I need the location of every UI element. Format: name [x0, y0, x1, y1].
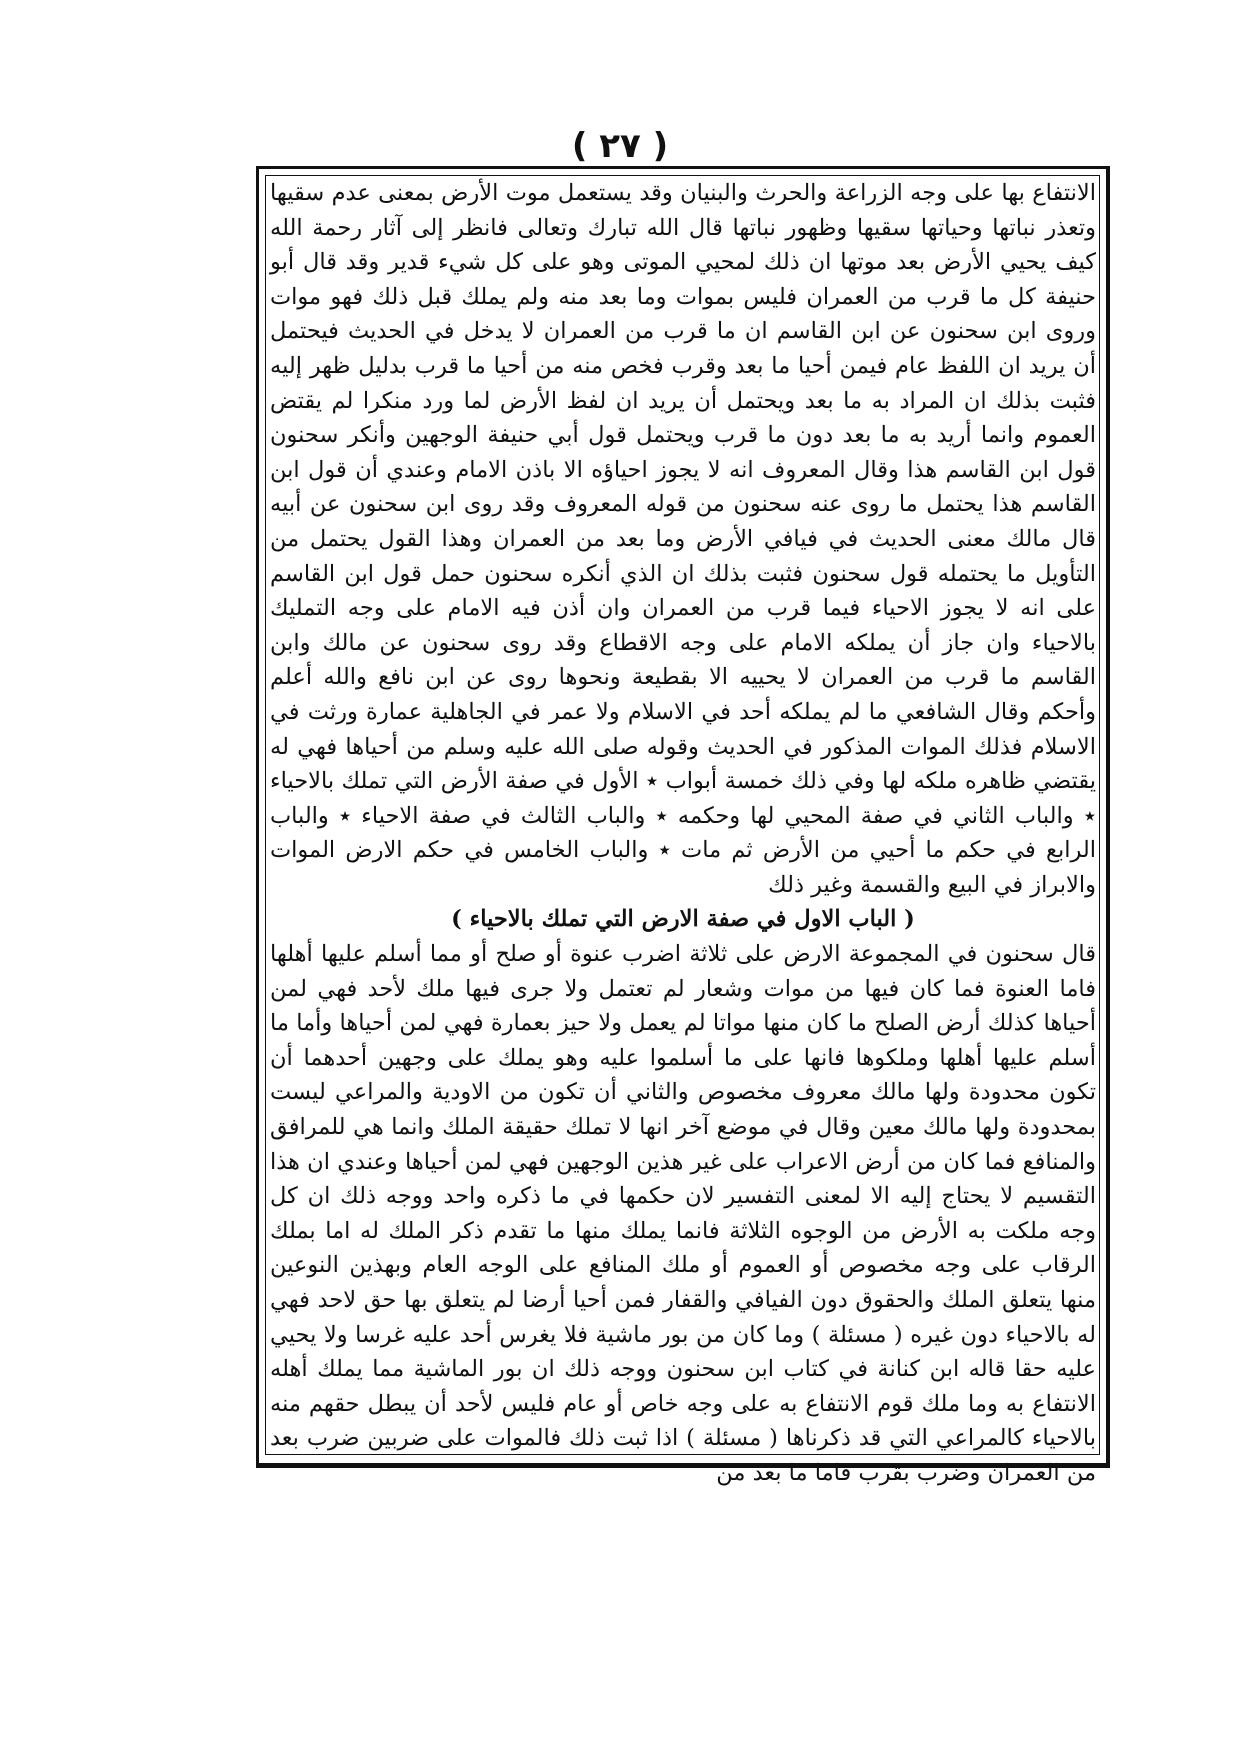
- page-body: [270, 176, 1096, 1491]
- body-paragraph: الانتفاع بها على وجه الزراعة والحرث والبنيان وقد يستعمل موت الأرض بمعنى عدم سقيها وتعذر نباتها وحياتها سقيها وظهور نباتها قال الله تبارك وتعالى فانظر إلى آثار رحمة الله كيف يحيي الأرض بعد موتها ان ذلك لمحيي الموتى وهو على كل شيء قدير وقد قال أبو حنيفة كل ما قرب من العمران فليس بموات وما بعد منه ولم يملك قبل ذلك فهو موات وروى ابن سحنون عن ابن القاسم ان ما قرب من العمران لا يدخل في الحديث فيحتمل أن يريد ان اللفظ عام فيمن أحيا ما بعد وقرب فخص منه من أحيا ما قرب بدليل ظهر إليه فثبت بذلك ان المراد به ما بعد ويحتمل أن يريد ان لفظ الأرض لما ورد منكرا لم يقتض العموم وانما أريد به ما بعد دون ما قرب ويحتمل قول أبي حنيفة الوجهين وأنكر سحنون قول ابن القاسم هذا وقال المعروف انه لا يجوز احياؤه الا باذن الامام وعندي أن قول ابن القاسم هذا يحتمل ما روى عنه سحنون من قوله المعروف وقد روى ابن سحنون عن أبيه قال مالك معنى الحديث في فيافي الأرض وما بعد من العمران وهذا القول يحتمل من التأويل ما يحتمله قول سحنون فثبت بذلك ان الذي أنكره سحنون حمل قول ابن القاسم على انه لا يجوز الاحياء فيما قرب من العمران وان أذن فيه الامام على وجه التمليك بالاحياء وان جاز أن يملكه الامام على وجه الاقطاع وقد روى سحنون عن مالك وابن القاسم ما قرب من العمران لا يحييه الا بقطيعة ونحوها روى عن ابن نافع والله أعلم وأحكم وقال الشافعي ما لم يملكه أحد في الاسلام ولا عمر في الجاهلية عمارة ورثت في الاسلام فذلك الموات المذكور في الحديث وقوله صلى الله عليه وسلم من أحياها فهي له يقتضي ظاهره ملكه لها وفي ذلك خمسة أبواب ٭ الأول في صفة الأرض التي تملك بالاحياء ٭ والباب الثاني في صفة المحيي لها وحكمه ٭ والباب الثالث في صفة الاحياء ٭ والباب الرابع في حكم ما أحيي من الأرض ثم مات ٭ والباب الخامس في حكم الارض الموات والابراز في البيع والقسمة وغير ذلك: [270, 180, 1096, 898]
- body-paragraph: قال سحنون في المجموعة الارض على ثلاثة اضرب عنوة أو صلح أو مما أسلم عليها أهلها فاما العنوة فما كان فيها من موات وشعار لم تعتمل ولا جرى فيها ملك لأحد فهي لمن أحياها كذلك أرض الصلح ما كان منها مواتا لم يعمل ولا حيز بعمارة فهي لمن أحياها وأما ما أسلم عليها أهلها وملكوها فانها على ما أسلموا عليه وهو يملك على وجهين أحدهما أن تكون محدودة ولها مالك معروف مخصوص والثاني أن تكون من الاودية والمراعي ليست بمحدودة ولها مالك معين وقال في موضع آخر انها لا تملك حقيقة الملك وانما هي للمرافق والمنافع فما كان من أرض الاعراب على غير هذين الوجهين فهي لمن أحياها وعندي ان هذا التقسيم لا يحتاج إليه الا لمعنى التفسير لان حكمها في ما ذكره واحد ووجه ذلك ان كل وجه ملكت به الأرض من الوجوه الثلاثة فانما يملك منها ما تقدم ذكر الملك له اما بملك الرقاب على وجه مخصوص أو العموم أو ملك المنافع على الوجه العام وبهذين النوعين منها يتعلق الملك والحقوق دون الفيافي والقفار فمن أحيا أرضا لم يتعلق بها حق لاحد فهي له بالاحياء دون غيره ( مسئلة ) وما كان من بور ماشية فلا يغرس أحد عليه غرسا ولا يحيي عليه حقا قاله ابن كنانة في كتاب ابن سحنون ووجه ذلك ان بور الماشية مما يملك أهله الانتفاع به وما ملك قوم الانتفاع به على وجه خاص أو عام فليس لأحد أن يبطل حقهم منه بالاحياء كالمراعي التي قد ذكرناها ( مسئلة ) اذا ثبت ذلك فالموات على ضربين ضرب بعد من العمران وضرب بقرب فاما ما بعد من: [270, 941, 1096, 1486]
- page-number: ( ٢٧ ): [571, 126, 669, 166]
- chapter-heading: ( الباب الاول في صفة الارض التي تملك بالاحياء ): [451, 906, 915, 933]
